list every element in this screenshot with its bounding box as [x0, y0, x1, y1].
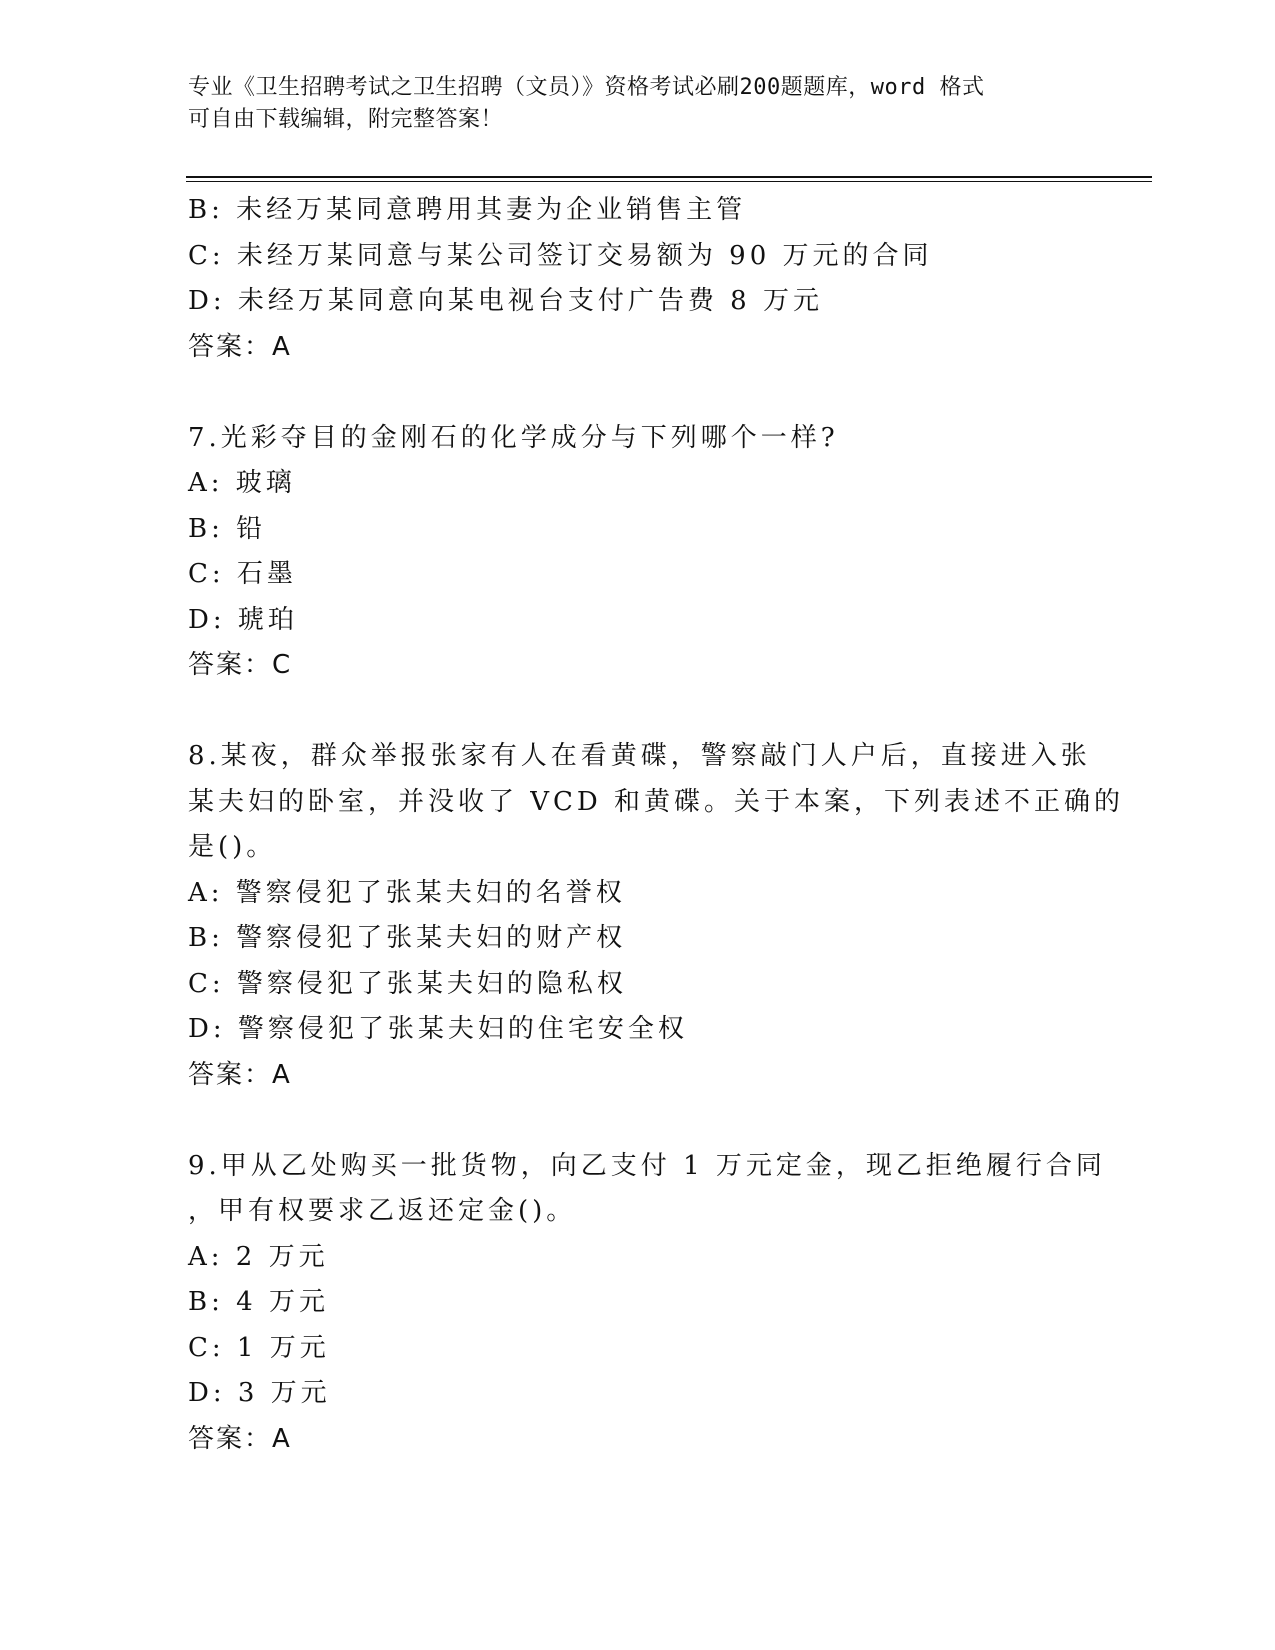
question-8 — [188, 734, 1125, 1098]
option-d: D: 3 万元 — [188, 1378, 331, 1408]
document-header — [188, 72, 1068, 136]
header-line-1: 专业《卫生招聘考试之卫生招聘（文员）》资格考试必刷200题题库，word 格式 — [188, 75, 985, 100]
answer-line: 答案：A — [188, 1423, 292, 1454]
option-b: B: 警察侵犯了张某夫妇的财产权 — [188, 923, 627, 953]
option-d: D: 琥珀 — [188, 604, 298, 635]
option-a: A: 玻璃 — [188, 468, 296, 498]
option-c: C: 石墨 — [188, 559, 297, 589]
option-c: C: 1 万元 — [188, 1332, 330, 1363]
question-text: 7.光彩夺目的金刚石的化学成分与下列哪个一样? — [188, 422, 839, 453]
document-body — [188, 188, 1125, 1462]
option-d: D: 警察侵犯了张某夫妇的住宅安全权 — [188, 1014, 688, 1044]
question-7 — [188, 416, 1068, 689]
question-text: 某夫妇的卧室，并没收了 VCD 和黄碟。关于本案，下列表述不正确的 — [188, 786, 1125, 817]
option-a: A: 2 万元 — [188, 1241, 329, 1272]
answer-line: 答案：A — [188, 1059, 292, 1090]
option-d: D: 未经万某同意向某电视台支付广告费 8 万元 — [188, 286, 823, 316]
question-text: ，甲有权要求乙返还定金()。 — [188, 1196, 577, 1226]
option-c: C: 警察侵犯了张某夫妇的隐私权 — [188, 968, 627, 999]
question-text: 是()。 — [188, 832, 277, 862]
header-line-2: 可自由下载编辑，附完整答案！ — [188, 107, 504, 132]
option-b: B: 未经万某同意聘用其妻为企业销售主管 — [188, 195, 747, 225]
option-a: A: 警察侵犯了张某夫妇的名誉权 — [188, 877, 626, 908]
question-text: 9.甲从乙处购买一批货物，向乙支付 1 万元定金，现乙拒绝履行合同 — [188, 1150, 1106, 1181]
option-b: B: 4 万元 — [188, 1287, 329, 1317]
question-text: 8.某夜，群众举报张家有人在看黄碟，警察敲门人户后，直接进入张 — [188, 741, 1091, 771]
question-9 — [188, 1144, 1106, 1463]
answer-line: 答案：C — [188, 650, 293, 680]
header-rule-thin — [186, 181, 1152, 182]
question-gap — [188, 1098, 1068, 1144]
option-c: C: 未经万某同意与某公司签订交易额为 90 万元的合同 — [188, 240, 933, 271]
option-b: B: 铅 — [188, 513, 267, 544]
answer-line: 答案：A — [188, 331, 292, 362]
question-gap — [188, 689, 1068, 735]
continued-question — [188, 188, 1068, 370]
header-rule-thick — [186, 176, 1152, 178]
question-gap — [188, 370, 1068, 416]
